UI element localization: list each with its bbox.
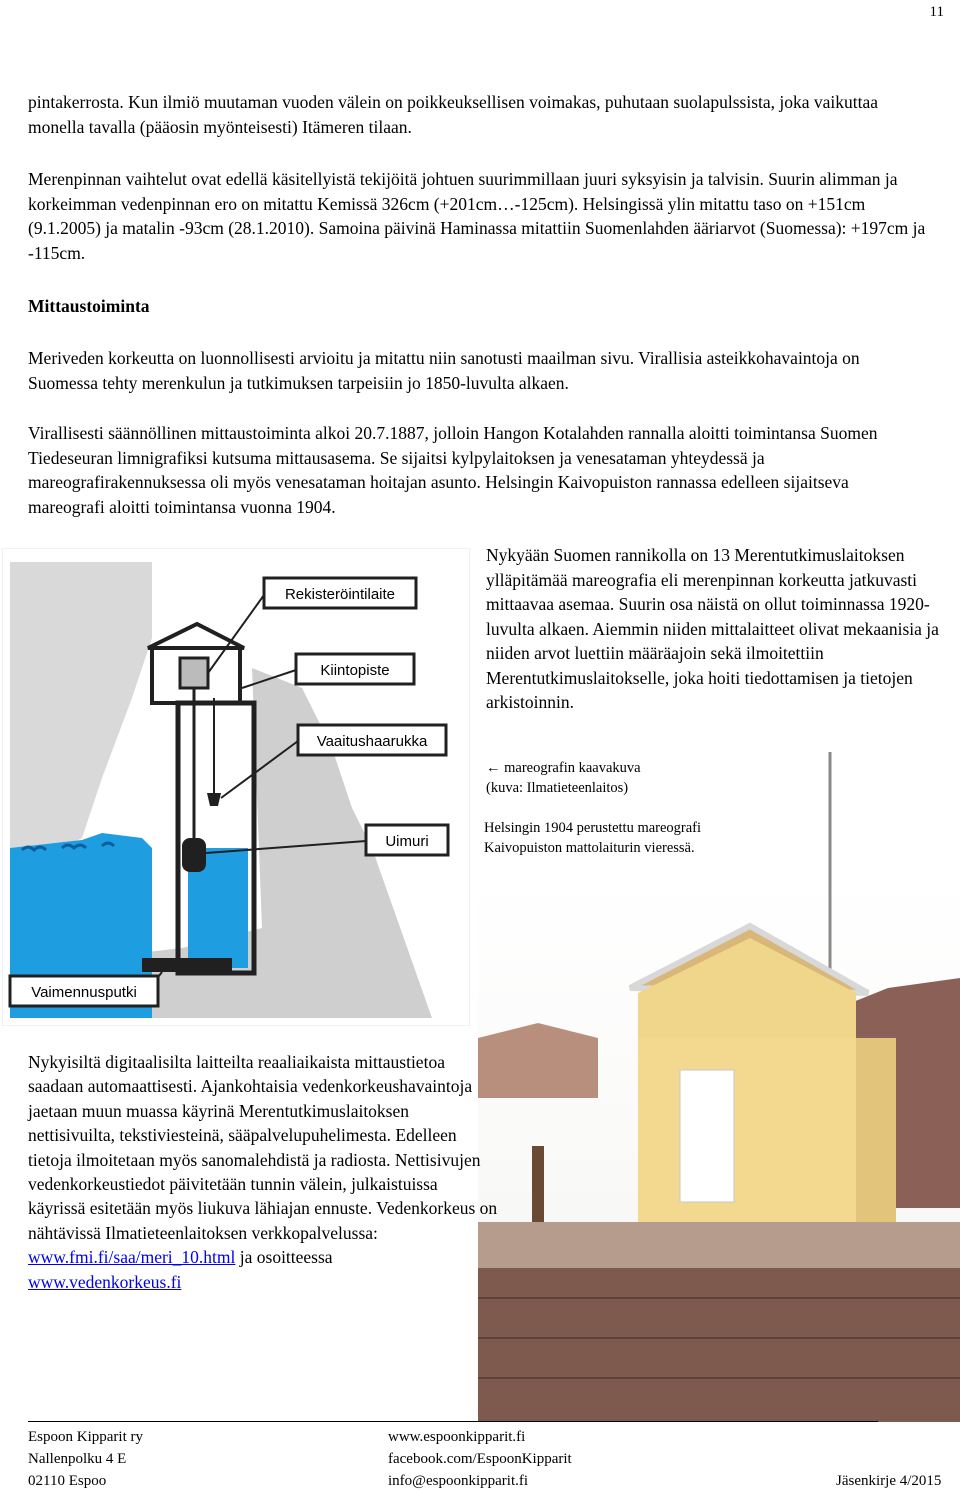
fmi-link[interactable]: www.fmi.fi/saa/meri_10.html [28,1247,236,1268]
pole [532,1146,544,1228]
page-number: 11 [929,4,944,20]
section-paragraph-2: Virallisesti säännöllinen mittaustoiminta alkoi 20.7.1887, jolloin Hangon Kotalahden rannalla aloitti toimintansa Suomen Tiedeseuran limnigrafiksi kutsuma mittausasema. Se sijaitsi kylpylaitoksen ja venesataman yhteydessä ja mareografirakennuksessa oli myös venesataman hoitajan asunto. Helsingin Kaivopuiston rannassa edelleen sijaitseva mareografi aloitti toimintansa vuonna 1904. [28,423,878,517]
intro-paragraph-1: pintakerrosta. Kun ilmiö muutaman vuoden välein on poikkeuksellisen voimakas, puhutaan suolapulssista, joka vaikuttaa monella tavalla (pääosin myönteisesti) Itämeren tilaan. [28,92,879,137]
bottom-paragraph: Nykyisiltä digitaalisilta laitteilta reaaliaikaista mittaustietoa saadaan automaattisesti. Ajankohtaisia vedenkorkeushavaintoja jaetaan muun muassa käyrinä Merentutkimuslaitoksen nettisivuilta, tekstiviesteinä, sääpalvelupuhelimesta. Edelleen tietoja ilmoitetaan myös sanomalehdistä ja radiosta. Nettisivujen vedenkorkeustiedot päivitetään tunnin välein, julkaistuissa käyrissä esitetään myös liukuva lähiajan ennuste. Vedenkorkeus on nähtävissä Ilmatieteenlaitoksen verkkopalvelussa: www.fmi.fi/saa/meri_10.html ja osoitteessa www.vedenkorkeus.fi [28,1052,498,1292]
register-device [180,658,208,688]
svg-text:Vaaitushaarukka: Vaaitushaarukka [316,733,428,750]
svg-text:Kiintopiste: Kiintopiste [320,662,390,679]
house-side [856,1038,896,1223]
damper-tube [142,958,232,972]
diagram-caption: ← mareografin kaavakuva (kuva: Ilmatieteenlaitos) [486,760,641,796]
stone-wall [478,1268,960,1422]
footer-divider [28,1421,878,1422]
svg-text:Uimuri: Uimuri [385,833,429,850]
intro-paragraph-2: Merenpinnan vaihtelut ovat edellä käsitellyistä tekijöitä johtuen suurimmillaan juuri syksyisin ja talvisin. Suurin alimman ja korkeimman vedenpinnan ero on mitattu Kemissä 326cm (+201cm…-125cm). Helsingissä ylin mitattu taso on +151cm (9.1.2005) ja matalin -93cm (28.1.2010). Samoina päivinä Haminassa mitattiin Suomenlahden ääriarvot (Suomessa): +197cm ja -115cm. [28,169,926,263]
svg-text:Rekisteröintilaite: Rekisteröintilaite [284,586,396,603]
footer-address: Espoon Kipparit ry Nallenpolku 4 E 02110 Espoo [28,1429,143,1489]
footer-issue: Jäsenkirje 4/2015 [836,1473,942,1489]
section-heading: Mittaustoiminta [28,296,150,316]
footer-contacts: www.espoonkipparit.fi facebook.com/EspoonKipparit info@espoonkipparit.fi [388,1429,572,1489]
house-wall [638,1038,856,1223]
section-paragraph-1: Meriveden korkeutta on luonnollisesti arvioitu ja mitattu niin sanotusti maailman sivu. Virallisia asteikkohavaintoja on Suomessa tehty merenkulun ja tutkimuksen tarpeisiin jo 1850-luvulta alkaen. [28,348,860,393]
vedenkorkeus-link[interactable]: www.vedenkorkeus.fi [28,1271,182,1292]
side-paragraph: Nykyään Suomen rannikolla on 13 Merentutkimuslaitoksen ylläpitämää mareografia eli merenpinnan korkeutta jatkuvasti mittaavaa asemaa. Suurin osa näistä on ollut toiminnassa 1920-luvulta alkaen. Aiemmin niiden mittalaitteet olivat mekaanisia ja niiden arvot luettiin määräajoin sekä ilmoitettiin Merentutkimuslaitokselle, joka hoiti tiedottamisen ja tietojen arkistoinnin. [486,545,939,712]
float-body [182,838,206,872]
photo-caption: Helsingin 1904 perustettu mareografi Kaivopuiston mattolaiturin vieressä. [484,820,702,856]
label-damper [10,972,162,1006]
svg-text:Vaimennusputki: Vaimennusputki [31,984,137,1001]
tide-gauge-diagram [2,548,470,1026]
house-door [680,1070,734,1202]
